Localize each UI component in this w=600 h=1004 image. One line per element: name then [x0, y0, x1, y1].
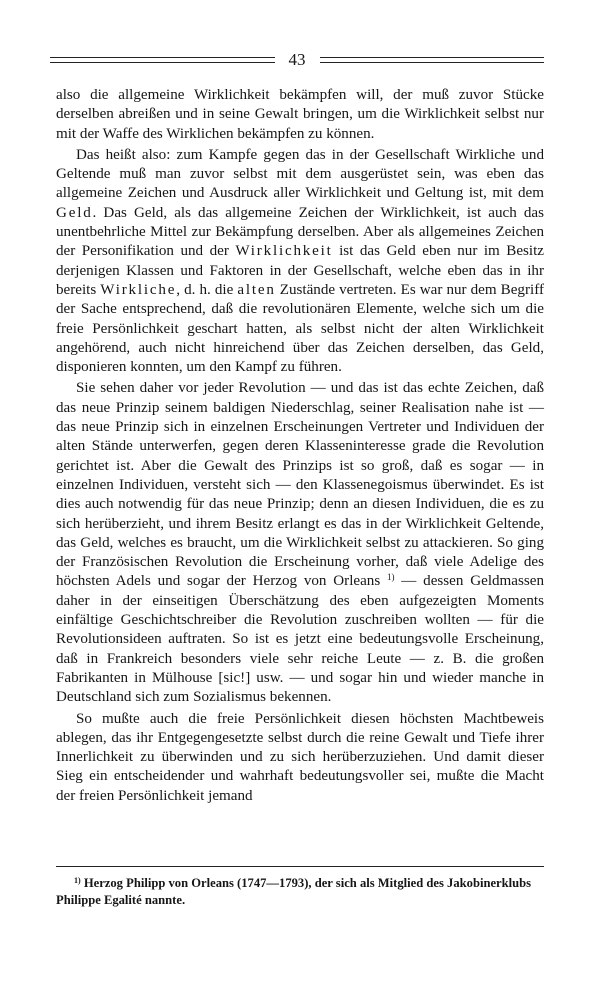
body-text — [56, 86, 544, 806]
header-rule-right — [320, 57, 545, 63]
page-header — [50, 48, 544, 72]
footnote-text: Herzog Philipp von Orleans (1747—1793), der sich als Mitglied des Jakobinerklubs Philippe Egalité nannte. — [56, 876, 532, 907]
paragraph — [56, 146, 544, 378]
text-run: Sie sehen daher vor jeder Revolution — und das ist das echte Zeichen, daß das neue Prinzip seinem baldigen Niederschlag, seiner Realisation nahe ist — das neue Prinzip sich in einzelnen Erscheinungen Vertreter und Individuen der alten Stände unterwerfen, gegen deren Klasseninteresse grade die Revolution gerichtet ist. Aber die Gewalt des Prinzips ist so groß, daß es sogar — in einzelnen Individuen, versteht sich — den Klassenegoismus überwindet. Es ist dies auch notwendig für das neue Prinzip; denn an diesen Individuen, die es zu sich herüberzieht, und ihrem Besitz erlangt es das in der Wirklichkeit Geltende, das Geld, welches es braucht, um die Wirklichkeit selbst zu attackieren. So ging der Französischen Revolution die Erscheinung vorher, daß viele Adelige des höchsten Adels und sogar der Herzog von Orleans — [56, 380, 544, 590]
text-run: So mußte auch die freie Persönlichkeit diesen höchsten Machtbeweis ablegen, das ihr Entgegengesetzte selbst durch die reine Gewalt und Tiefe ihrer Innerlichkeit zu überwinden und zu sich herüberzuziehen. Und damit dieser Sieg ein entscheidender und wahrhaft bedeutungsvoller sei, mußte die Macht der freien Persönlichkeit jemand — [56, 710, 544, 804]
text-run: Das heißt also: zum Kampfe gegen das in der Gesellschaft Wirkliche und Geltende muß man zuvor selbst mit dem ausgerüstet sein, was eben das allgemeine Zeichen und Ausdruck aller Wirklichkeit und Geltung ist, mit dem — [56, 146, 544, 202]
paragraph — [56, 86, 544, 144]
spaced-emphasis: Geld — [56, 204, 93, 221]
text-run: ist das Geld eben nur im Besitz derjenigen Klassen und Faktoren in der Gesellschaft, welche eben das in ihr bereits — [56, 243, 544, 298]
header-rule-left — [50, 57, 275, 63]
paragraph — [56, 710, 544, 806]
paragraph — [56, 379, 544, 707]
footnote-marker: 1) — [74, 876, 81, 885]
spaced-emphasis: alten — [237, 281, 276, 298]
text-run: also die allgemeine Wirklichkeit bekämpfen will, der muß zuvor Stücke derselben abreißen und in seine Gewalt bringen, um die Wirklichkeit selbst nur mit der Waffe des Wirklichen bekämpfen zu können. — [56, 87, 544, 142]
spaced-emphasis: Wirkliche — [100, 281, 177, 298]
text-run: , d. h. die — [176, 281, 238, 298]
footnote-reference: 1) — [387, 572, 395, 583]
footnote-rule — [56, 866, 544, 867]
footnote — [56, 875, 544, 909]
page-number: 43 — [288, 50, 306, 69]
text-run: . Das Geld, als das allgemeine Zeichen der Wirklichkeit, ist auch das unentbehrliche Mittel zur Bekämpfung derselben. Aber als allgemeines Zeichen der Personifikation und der — [56, 204, 544, 260]
spaced-emphasis: Wirklichkeit — [235, 243, 333, 260]
text-run: — dessen Geldmassen daher in der einseitigen Überschätzung des eben aufgezeigten Moments einfältige Geschichtschreiber die Revolution zuschreiben wollten — für die Revolutionsideen auftraten. So ist es jetzt eine bedeutungsvolle Erscheinung, daß in Frankreich besonders viele sehr reiche Leute — z. B. die großen Fabrikanten in Mülhouse [sic!] usw. — und sogar hin und wieder manche in Deutschland sich zum Sozialismus bekennen. — [56, 573, 544, 706]
text-run: Zustände vertreten. Es war nur dem Begriff der Sache entsprechend, daß die revolutionären Elemente, welche sich um die freie Persönlichkeit geschart hatten, als selbst nicht der alten Wirklichkeit angehörend, auch nicht hinreichend über das Zeichen derselben, das Geld, disponieren konnten, um den Kampf zu führen. — [56, 281, 544, 376]
